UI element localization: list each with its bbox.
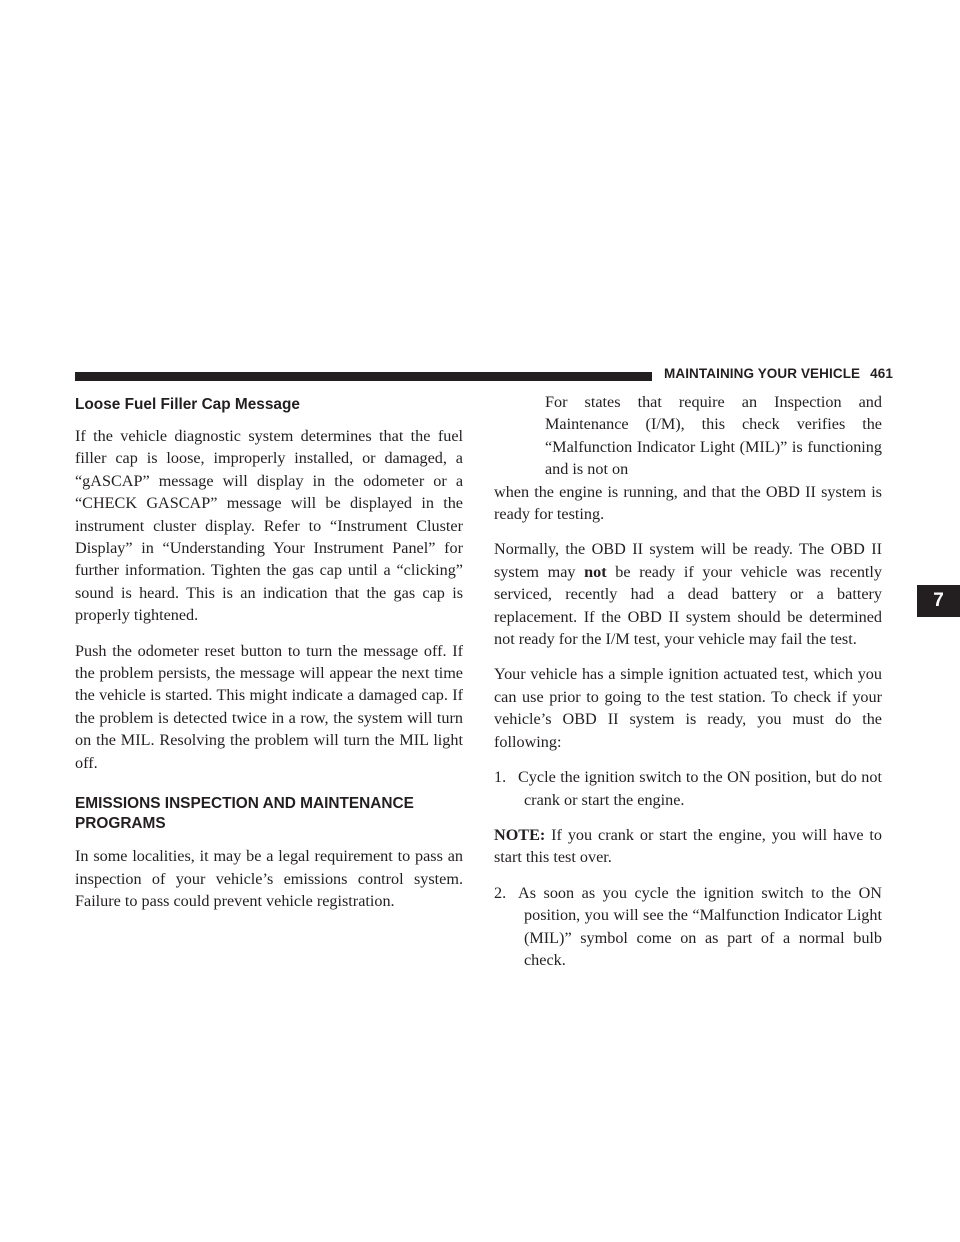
numbered-step xyxy=(494,882,882,972)
left-column xyxy=(75,391,463,925)
step-number: 2. xyxy=(494,883,507,902)
numbered-step xyxy=(494,766,882,811)
paragraph: In some localities, it may be a legal requirement to pass an inspection of your vehicle’s emissions control system. Failure to pass could prevent vehicle registration. xyxy=(75,847,463,910)
page-number: 461 xyxy=(870,366,893,381)
running-header xyxy=(664,366,893,381)
paragraph: when the engine is running, and that the OBD II system is ready for testing. xyxy=(494,482,882,524)
emphasis: not xyxy=(584,562,607,581)
note xyxy=(494,824,882,869)
section-heading: EMISSIONS INSPECTION AND MAINTENANCE PROGRAMS xyxy=(75,795,414,833)
step-number: 1. xyxy=(494,768,507,787)
subsection-heading: Loose Fuel Filler Cap Message xyxy=(75,396,300,413)
paragraph: Your vehicle has a simple ignition actuated test, which you can use prior to going to the test station. To check if your vehicle’s OBD II system is ready, you must do the following: xyxy=(494,665,882,751)
note-label: NOTE: xyxy=(494,825,546,844)
section-title: MAINTAINING YOUR VEHICLE xyxy=(664,366,861,381)
paragraph xyxy=(494,538,882,650)
text-run: Normally, the OBD II system will be ready. The OBD II system may xyxy=(494,540,882,581)
chapter-tab: 7 xyxy=(917,585,960,617)
step-text: Cycle the ignition switch to the ON position, but do not crank or start the engine. xyxy=(518,768,882,809)
text-run: be ready if your vehicle was recently serviced, recently had a dead battery or a battery replacement. If the OBD II system should be determined not ready for the I/M test, your vehicle may fail the test. xyxy=(494,562,883,649)
paragraph: Push the odometer reset button to turn the message off. If the problem persists, the message will appear the next time the vehicle is started. This might indicate a damaged cap. If the problem is detected twice in a row, the system will turn on the MIL. Resolving the problem will turn the MIL light off. xyxy=(75,641,463,772)
step-text: As soon as you cycle the ignition switch to the ON position, you will see the “Malfunction Indicator Light (MIL)” symbol come on as part of a normal bulb check. xyxy=(518,883,882,969)
right-column xyxy=(494,391,882,984)
note-text: If you crank or start the engine, you will have to start this test over. xyxy=(494,825,882,867)
paragraph: For states that require an Inspection and Maintenance (I/M), this check verifies the “Malfunction Indicator Light (MIL)” is functioning and is not on xyxy=(545,393,882,479)
header-rule xyxy=(75,372,652,381)
paragraph: If the vehicle diagnostic system determines that the fuel filler cap is loose, improperly installed, or damaged, a “gASCAP” message will display in the odometer or a “CHECK GASCAP” message will be displayed in the instrument cluster display. Refer to “Instrument Cluster Display” in “Understanding Your Instrument Panel” for further information. Tighten the gas cap until a “clicking” sound is heard. This is an indication that the gas cap is properly tightened. xyxy=(75,427,463,625)
